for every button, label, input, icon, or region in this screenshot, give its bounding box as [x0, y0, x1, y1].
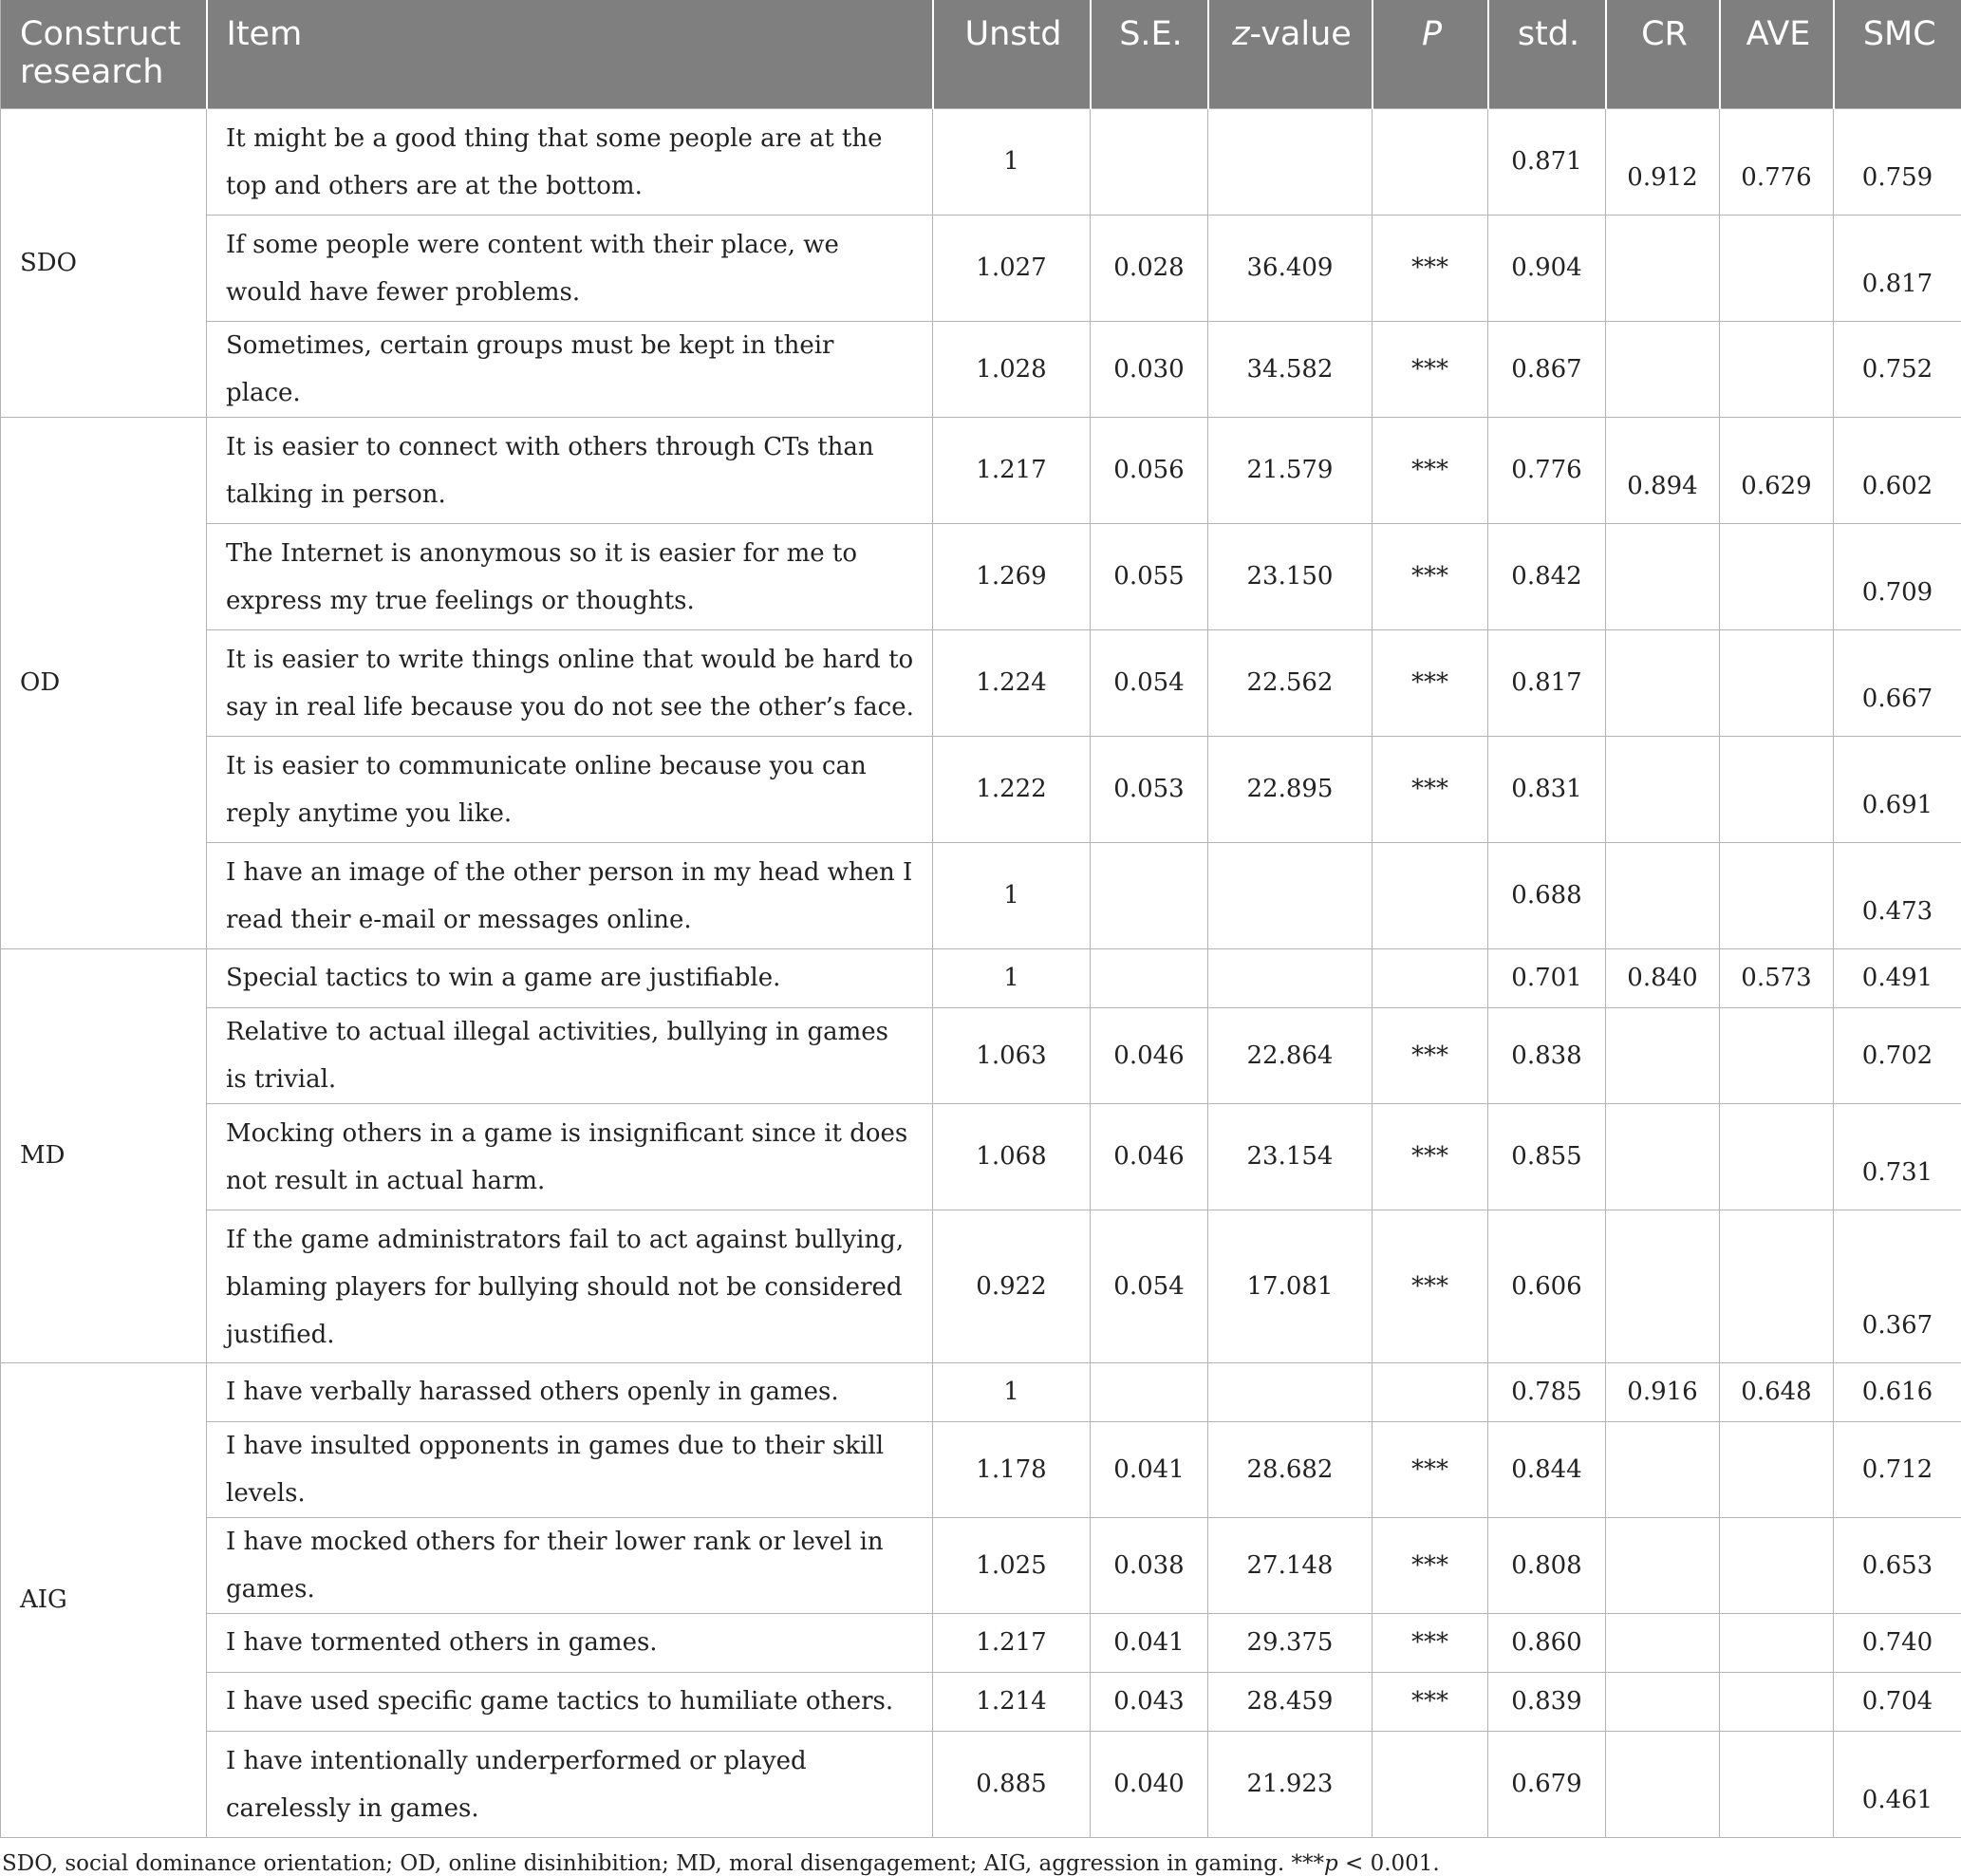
p-cell: *** — [1373, 1517, 1488, 1613]
smc-cell: 0.616 — [1834, 1362, 1961, 1421]
z-value-cell: 27.148 — [1208, 1517, 1373, 1613]
std-cell: 0.606 — [1488, 1210, 1606, 1362]
footnote-tail: < 0.001. — [1338, 1851, 1440, 1876]
item-cell: I have insulted opponents in games due to their skill levels. — [207, 1421, 933, 1517]
unstd-cell: 1.224 — [933, 629, 1091, 736]
se-cell: 0.046 — [1091, 1007, 1208, 1103]
unstd-cell: 1 — [933, 108, 1091, 215]
p-cell: *** — [1373, 736, 1488, 842]
z-value-cell: 22.562 — [1208, 629, 1373, 736]
footnote-p: p — [1324, 1851, 1338, 1876]
z-value-cell: 21.579 — [1208, 417, 1373, 523]
ave-cell — [1720, 1517, 1834, 1613]
smc-cell: 0.731 — [1834, 1103, 1961, 1210]
cr-cell — [1606, 1613, 1720, 1672]
cr-cell — [1606, 1517, 1720, 1613]
table-header — [1, 0, 1961, 108]
smc-cell: 0.759 — [1834, 108, 1961, 215]
z-value-cell: 28.682 — [1208, 1421, 1373, 1517]
item-cell: It is easier to write things online that would be hard to say in real life because you do not see the other’s face. — [207, 629, 933, 736]
header-se: S.E. — [1091, 0, 1208, 108]
table-row — [1, 1517, 1961, 1613]
ave-cell: 0.629 — [1720, 417, 1834, 523]
std-cell: 0.688 — [1488, 842, 1606, 948]
smc-cell: 0.702 — [1834, 1007, 1961, 1103]
z-value-cell: 23.150 — [1208, 523, 1373, 629]
unstd-cell: 1 — [933, 842, 1091, 948]
item-cell: Mocking others in a game is insignificant since it does not result in actual harm. — [207, 1103, 933, 1210]
se-cell: 0.041 — [1091, 1613, 1208, 1672]
z-value-cell — [1208, 842, 1373, 948]
item-cell: It might be a good thing that some people are at the top and others are at the bottom. — [207, 108, 933, 215]
header-std: std. — [1488, 0, 1606, 108]
z-value-cell: 22.895 — [1208, 736, 1373, 842]
construct-cell: SDO — [1, 108, 207, 417]
table-footnote — [0, 1838, 1961, 1876]
cr-cell — [1606, 321, 1720, 417]
header-item: Item — [207, 0, 933, 108]
se-cell: 0.040 — [1091, 1731, 1208, 1837]
se-cell: 0.038 — [1091, 1517, 1208, 1613]
item-cell: It is easier to communicate online because you can reply anytime you like. — [207, 736, 933, 842]
unstd-cell: 1 — [933, 1362, 1091, 1421]
smc-cell: 0.602 — [1834, 417, 1961, 523]
smc-cell: 0.817 — [1834, 215, 1961, 321]
std-cell: 0.817 — [1488, 629, 1606, 736]
construct-cell: MD — [1, 948, 207, 1362]
unstd-cell: 1.063 — [933, 1007, 1091, 1103]
table-row — [1, 1362, 1961, 1421]
z-value-cell: 34.582 — [1208, 321, 1373, 417]
header-p-italic: P — [1422, 15, 1442, 53]
std-cell: 0.701 — [1488, 948, 1606, 1007]
ave-cell: 0.776 — [1720, 108, 1834, 215]
header-z-rest: -value — [1250, 15, 1352, 53]
ave-cell — [1720, 736, 1834, 842]
cr-cell: 0.840 — [1606, 948, 1720, 1007]
item-cell: I have intentionally underperformed or played carelessly in games. — [207, 1731, 933, 1837]
table-row — [1, 321, 1961, 417]
unstd-cell: 1.068 — [933, 1103, 1091, 1210]
table-row — [1, 108, 1961, 215]
header-smc: SMC — [1834, 0, 1961, 108]
std-cell: 0.860 — [1488, 1613, 1606, 1672]
table-row — [1, 1103, 1961, 1210]
p-cell — [1373, 1731, 1488, 1837]
z-value-cell: 28.459 — [1208, 1672, 1373, 1731]
unstd-cell: 1.025 — [933, 1517, 1091, 1613]
ave-cell — [1720, 1007, 1834, 1103]
se-cell: 0.053 — [1091, 736, 1208, 842]
table-row — [1, 629, 1961, 736]
std-cell: 0.831 — [1488, 736, 1606, 842]
se-cell: 0.055 — [1091, 523, 1208, 629]
header-construct: Construct research — [1, 0, 207, 108]
p-cell: *** — [1373, 1613, 1488, 1672]
table-row — [1, 417, 1961, 523]
se-cell: 0.056 — [1091, 417, 1208, 523]
p-cell: *** — [1373, 321, 1488, 417]
item-cell: The Internet is anonymous so it is easier for me to express my true feelings or thoughts. — [207, 523, 933, 629]
cr-cell — [1606, 1672, 1720, 1731]
ave-cell — [1720, 1672, 1834, 1731]
cr-cell: 0.912 — [1606, 108, 1720, 215]
std-cell: 0.867 — [1488, 321, 1606, 417]
smc-cell: 0.653 — [1834, 1517, 1961, 1613]
table-row — [1, 948, 1961, 1007]
smc-cell: 0.709 — [1834, 523, 1961, 629]
smc-cell: 0.461 — [1834, 1731, 1961, 1837]
construct-cell: AIG — [1, 1362, 207, 1837]
ave-cell — [1720, 629, 1834, 736]
cr-cell — [1606, 736, 1720, 842]
p-cell: *** — [1373, 215, 1488, 321]
se-cell — [1091, 1362, 1208, 1421]
se-cell: 0.046 — [1091, 1103, 1208, 1210]
ave-cell — [1720, 1613, 1834, 1672]
unstd-cell: 0.885 — [933, 1731, 1091, 1837]
smc-cell: 0.473 — [1834, 842, 1961, 948]
item-cell: If some people were content with their place, we would have fewer problems. — [207, 215, 933, 321]
p-cell: *** — [1373, 1421, 1488, 1517]
p-cell: *** — [1373, 1103, 1488, 1210]
header-z-value — [1208, 0, 1373, 108]
se-cell: 0.043 — [1091, 1672, 1208, 1731]
table-row — [1, 842, 1961, 948]
unstd-cell: 1.027 — [933, 215, 1091, 321]
p-cell: *** — [1373, 629, 1488, 736]
cr-cell — [1606, 1103, 1720, 1210]
cr-cell — [1606, 1210, 1720, 1362]
cr-cell — [1606, 842, 1720, 948]
std-cell: 0.871 — [1488, 108, 1606, 215]
z-value-cell: 23.154 — [1208, 1103, 1373, 1210]
ave-cell: 0.648 — [1720, 1362, 1834, 1421]
p-cell: *** — [1373, 1007, 1488, 1103]
unstd-cell: 1.214 — [933, 1672, 1091, 1731]
std-cell: 0.838 — [1488, 1007, 1606, 1103]
p-cell: *** — [1373, 417, 1488, 523]
smc-cell: 0.740 — [1834, 1613, 1961, 1672]
unstd-cell: 1.222 — [933, 736, 1091, 842]
table-body — [1, 108, 1961, 1837]
std-cell: 0.904 — [1488, 215, 1606, 321]
table-row — [1, 1007, 1961, 1103]
item-cell: I have tormented others in games. — [207, 1613, 933, 1672]
z-value-cell — [1208, 948, 1373, 1007]
p-cell — [1373, 1362, 1488, 1421]
z-value-cell: 36.409 — [1208, 215, 1373, 321]
ave-cell — [1720, 321, 1834, 417]
cr-cell — [1606, 1731, 1720, 1837]
se-cell — [1091, 842, 1208, 948]
std-cell: 0.679 — [1488, 1731, 1606, 1837]
header-ave: AVE — [1720, 0, 1834, 108]
header-p — [1373, 0, 1488, 108]
cr-cell — [1606, 1007, 1720, 1103]
z-value-cell — [1208, 108, 1373, 215]
header-unstd: Unstd — [933, 0, 1091, 108]
ave-cell — [1720, 1421, 1834, 1517]
table-row — [1, 736, 1961, 842]
cr-cell — [1606, 523, 1720, 629]
item-cell: I have mocked others for their lower rank or level in games. — [207, 1517, 933, 1613]
ave-cell — [1720, 1210, 1834, 1362]
ave-cell — [1720, 215, 1834, 321]
table-row — [1, 1613, 1961, 1672]
table-row — [1, 523, 1961, 629]
smc-cell: 0.491 — [1834, 948, 1961, 1007]
item-cell: I have used specific game tactics to humiliate others. — [207, 1672, 933, 1731]
item-cell: Relative to actual illegal activities, bullying in games is trivial. — [207, 1007, 933, 1103]
se-cell: 0.028 — [1091, 215, 1208, 321]
p-cell — [1373, 108, 1488, 215]
item-cell: I have an image of the other person in my head when I read their e-mail or messages online. — [207, 842, 933, 948]
std-cell: 0.844 — [1488, 1421, 1606, 1517]
smc-cell: 0.752 — [1834, 321, 1961, 417]
std-cell: 0.842 — [1488, 523, 1606, 629]
smc-cell: 0.667 — [1834, 629, 1961, 736]
se-cell — [1091, 948, 1208, 1007]
smc-cell: 0.704 — [1834, 1672, 1961, 1731]
std-cell: 0.785 — [1488, 1362, 1606, 1421]
item-cell: I have verbally harassed others openly in games. — [207, 1362, 933, 1421]
std-cell: 0.808 — [1488, 1517, 1606, 1613]
smc-cell: 0.712 — [1834, 1421, 1961, 1517]
construct-cell: OD — [1, 417, 207, 948]
z-value-cell: 17.081 — [1208, 1210, 1373, 1362]
se-cell: 0.030 — [1091, 321, 1208, 417]
se-cell: 0.041 — [1091, 1421, 1208, 1517]
z-value-cell: 21.923 — [1208, 1731, 1373, 1837]
smc-cell: 0.367 — [1834, 1210, 1961, 1362]
se-cell — [1091, 108, 1208, 215]
z-value-cell: 29.375 — [1208, 1613, 1373, 1672]
footnote-text: SDO, social dominance orientation; OD, online disinhibition; MD, moral disengagement; AIG, aggression in gaming. *** — [2, 1851, 1324, 1876]
std-cell: 0.776 — [1488, 417, 1606, 523]
header-cr: CR — [1606, 0, 1720, 108]
unstd-cell: 1.217 — [933, 417, 1091, 523]
smc-cell: 0.691 — [1834, 736, 1961, 842]
p-cell — [1373, 948, 1488, 1007]
item-cell: Sometimes, certain groups must be kept in their place. — [207, 321, 933, 417]
se-cell: 0.054 — [1091, 1210, 1208, 1362]
ave-cell — [1720, 842, 1834, 948]
z-value-cell: 22.864 — [1208, 1007, 1373, 1103]
item-cell: Special tactics to win a game are justifiable. — [207, 948, 933, 1007]
cr-cell: 0.894 — [1606, 417, 1720, 523]
std-cell: 0.855 — [1488, 1103, 1606, 1210]
header-z-italic: z — [1232, 15, 1249, 53]
p-cell: *** — [1373, 1210, 1488, 1362]
ave-cell — [1720, 1731, 1834, 1837]
se-cell: 0.054 — [1091, 629, 1208, 736]
z-value-cell — [1208, 1362, 1373, 1421]
cr-cell — [1606, 629, 1720, 736]
p-cell: *** — [1373, 523, 1488, 629]
ave-cell: 0.573 — [1720, 948, 1834, 1007]
table-row — [1, 1672, 1961, 1731]
unstd-cell: 1.269 — [933, 523, 1091, 629]
unstd-cell: 0.922 — [933, 1210, 1091, 1362]
ave-cell — [1720, 523, 1834, 629]
table-row — [1, 1210, 1961, 1362]
table-row — [1, 1731, 1961, 1837]
cr-cell — [1606, 1421, 1720, 1517]
ave-cell — [1720, 1103, 1834, 1210]
unstd-cell: 1.178 — [933, 1421, 1091, 1517]
unstd-cell: 1.028 — [933, 321, 1091, 417]
p-cell: *** — [1373, 1672, 1488, 1731]
p-cell — [1373, 842, 1488, 948]
table-row — [1, 215, 1961, 321]
table-row — [1, 1421, 1961, 1517]
item-cell: If the game administrators fail to act against bullying, blaming players for bullying should not be considered justified. — [207, 1210, 933, 1362]
std-cell: 0.839 — [1488, 1672, 1606, 1731]
unstd-cell: 1.217 — [933, 1613, 1091, 1672]
item-cell: It is easier to connect with others through CTs than talking in person. — [207, 417, 933, 523]
unstd-cell: 1 — [933, 948, 1091, 1007]
cr-cell: 0.916 — [1606, 1362, 1720, 1421]
cr-cell — [1606, 215, 1720, 321]
